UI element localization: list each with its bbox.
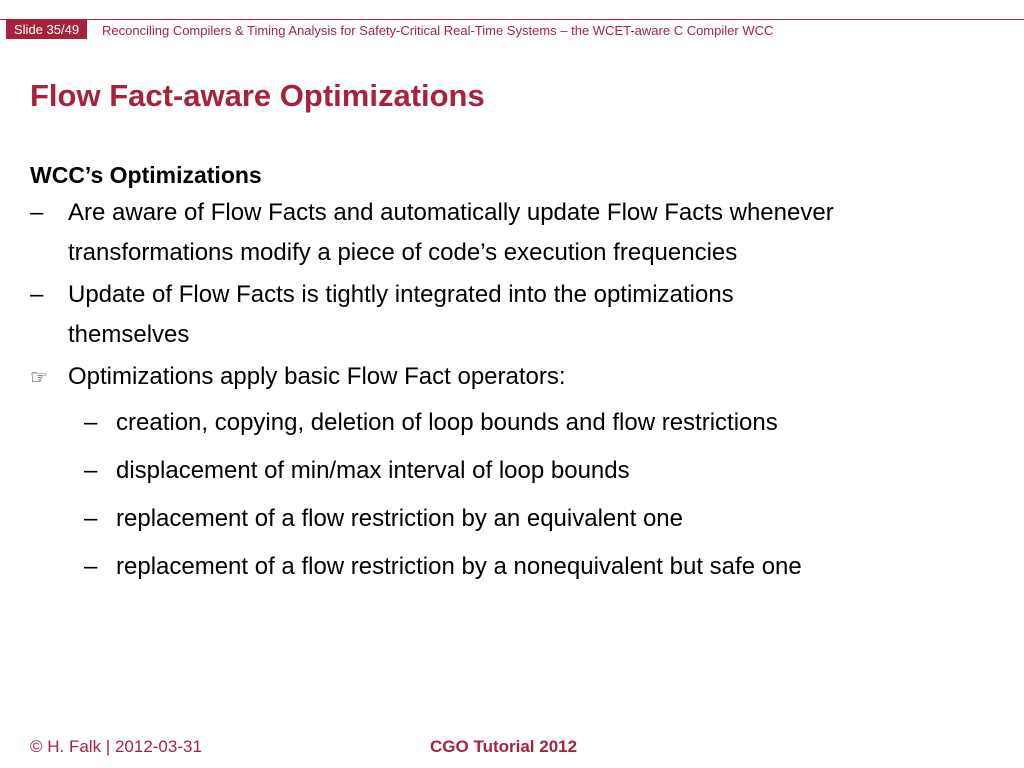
dash-marker: – xyxy=(84,409,98,436)
bullet-text xyxy=(68,193,834,273)
bullet-line: Update of Flow Facts is tightly integrated into the optimizations xyxy=(68,281,734,308)
dash-marker: – xyxy=(84,553,98,580)
dash-marker: – xyxy=(30,281,44,308)
header-divider xyxy=(0,19,1024,20)
dash-marker: – xyxy=(84,505,98,532)
sub-bullet-text: creation, copying, deletion of loop bounds and flow restrictions xyxy=(116,409,778,436)
footer-author-date: © H. Falk | 2012-03-31 xyxy=(30,737,202,756)
section-heading: WCC’s Optimizations xyxy=(30,162,262,188)
slide-number-badge: Slide 35/49 xyxy=(6,20,87,39)
sub-bullet-text: displacement of min/max interval of loop bounds xyxy=(116,457,630,484)
sub-bullet-text: replacement of a flow restriction by a nonequivalent but safe one xyxy=(116,553,802,580)
dash-marker: – xyxy=(84,457,98,484)
sub-bullet-text: replacement of a flow restriction by an equivalent one xyxy=(116,505,683,532)
bullet-line: Optimizations apply basic Flow Fact operators: xyxy=(68,363,566,390)
bullet-line: Are aware of Flow Facts and automatically update Flow Facts whenever xyxy=(68,199,834,226)
pointing-hand-icon: ☞ xyxy=(30,367,48,389)
footer-event: CGO Tutorial 2012 xyxy=(430,737,578,756)
header-title: Reconciling Compilers & Timing Analysis for Safety-Critical Real-Time Systems – the WCET-aware C Compiler WCC xyxy=(102,23,774,38)
page-title: Flow Fact-aware Optimizations xyxy=(30,78,485,113)
bullet-line: transformations modify a piece of code’s execution frequencies xyxy=(68,239,738,266)
header-bar xyxy=(0,0,1024,40)
dash-marker: – xyxy=(30,199,44,226)
bullet-text xyxy=(68,357,566,397)
bullet-text xyxy=(68,275,734,355)
bullet-line: themselves xyxy=(68,321,190,348)
